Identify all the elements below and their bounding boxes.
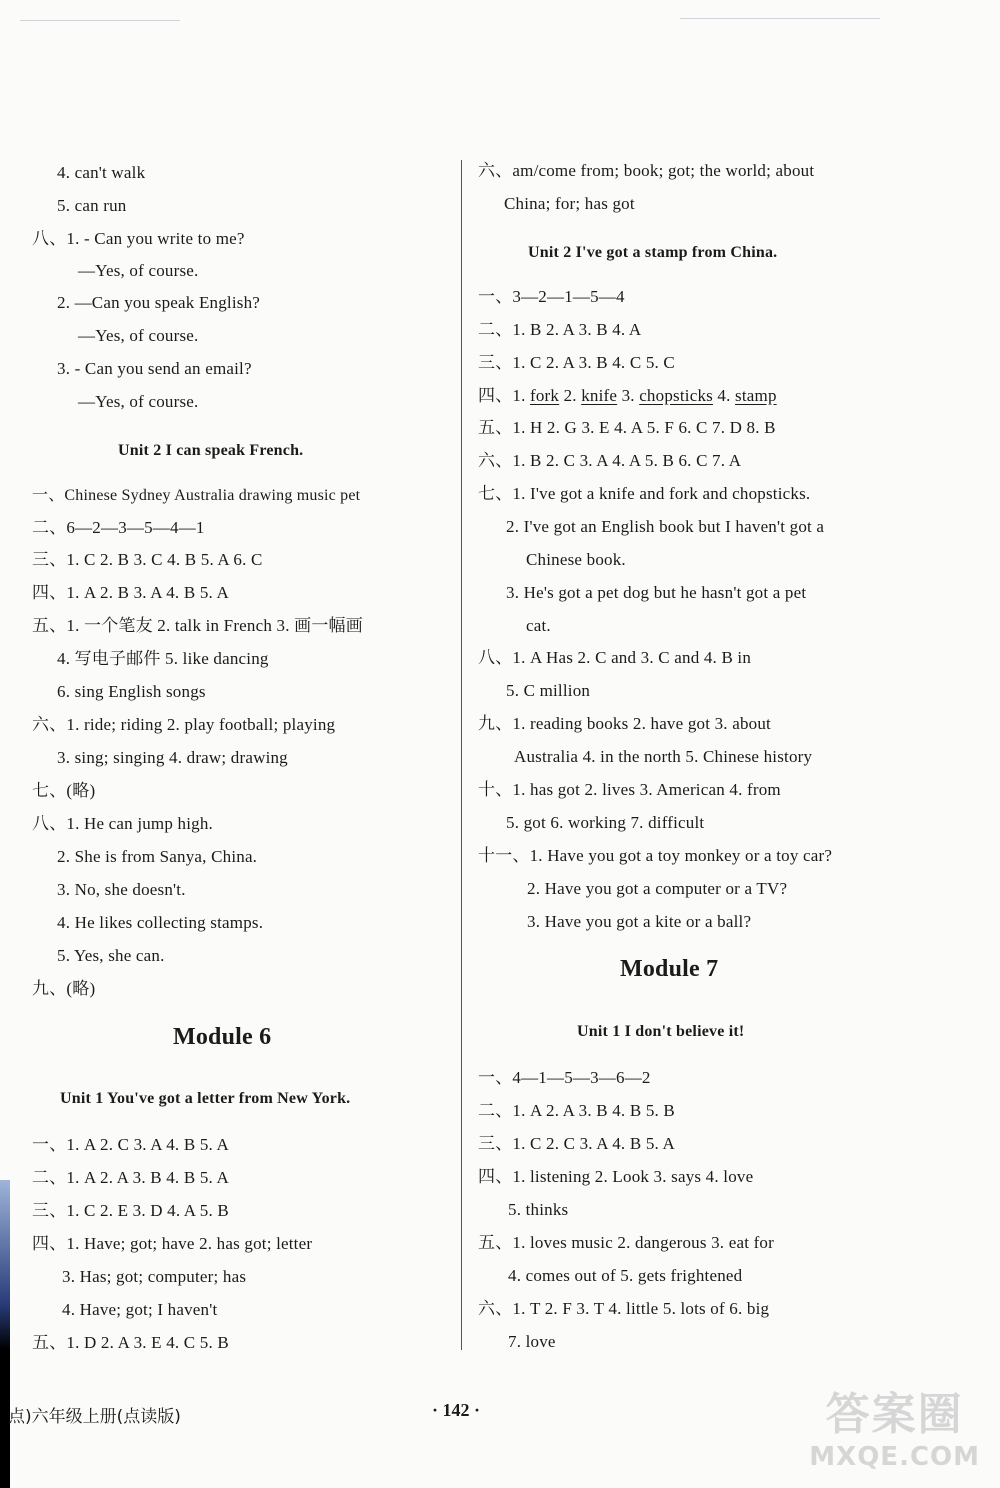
answer-line: 十、1. has got 2. lives 3. American 4. from bbox=[478, 780, 781, 799]
answer-line: 5. thinks bbox=[508, 1200, 569, 1219]
answer-line: 五、1. 一个笔友 2. talk in French 3. 画一幅画 bbox=[32, 616, 363, 635]
answer-line: 二、6—2—3—5—4—1 bbox=[32, 518, 205, 537]
answer-line: 3. He's got a pet dog but he hasn't got a pet bbox=[506, 583, 807, 602]
answer-line: 6. sing English songs bbox=[57, 682, 206, 701]
answer-line: Chinese book. bbox=[526, 550, 626, 569]
underlined-answer: fork bbox=[530, 386, 560, 405]
answer-line: 5. can run bbox=[57, 196, 127, 215]
unit-heading: Unit 1 You've got a letter from New York. bbox=[60, 1090, 351, 1107]
answer-line: 2. She is from Sanya, China. bbox=[57, 847, 258, 866]
answer-line: Australia 4. in the north 5. Chinese history bbox=[514, 747, 813, 766]
answer-line: 3. Have you got a kite or a ball? bbox=[527, 912, 752, 931]
answer-line: 八、1. He can jump high. bbox=[32, 814, 213, 833]
watermark-url: MXQE.COM bbox=[809, 1442, 980, 1472]
column-divider bbox=[461, 160, 462, 1350]
answer-line: 2. Have you got a computer or a TV? bbox=[527, 879, 788, 898]
answer-line: 四、1. Have; got; have 2. has got; letter bbox=[32, 1234, 313, 1253]
answer-line: —Yes, of course. bbox=[78, 392, 199, 411]
answer-line: 一、Chinese Sydney Australia drawing music pet bbox=[32, 487, 361, 504]
answer-line: 五、1. D 2. A 3. E 4. C 5. B bbox=[32, 1333, 229, 1352]
unit-heading: Unit 1 I don't believe it! bbox=[577, 1023, 745, 1040]
underlined-answer: chopsticks bbox=[639, 386, 713, 405]
book-title-footer: 点)六年级上册(点读版) bbox=[8, 1407, 181, 1427]
answer-line: 六、1. ride; riding 2. play football; playing bbox=[32, 715, 336, 734]
answer-line: 一、4—1—5—3—6—2 bbox=[478, 1068, 651, 1087]
answer-line: 三、1. C 2. E 3. D 4. A 5. B bbox=[32, 1201, 229, 1220]
unit-heading: Unit 2 I've got a stamp from China. bbox=[528, 244, 778, 261]
underlined-answer: stamp bbox=[735, 386, 777, 405]
unit-heading: Unit 2 I can speak French. bbox=[118, 442, 304, 459]
watermark-logo: 答案圈 bbox=[825, 1389, 964, 1440]
answer-line: 一、1. A 2. C 3. A 4. B 5. A bbox=[32, 1135, 229, 1154]
underlined-answer: knife bbox=[581, 386, 618, 405]
answer-line: 二、1. A 2. A 3. B 4. B 5. B bbox=[478, 1101, 675, 1120]
item-number: 四、1. bbox=[478, 386, 530, 405]
answer-line: 八、1. - Can you write to me? bbox=[32, 229, 245, 248]
answer-line: 三、1. C 2. C 3. A 4. B 5. A bbox=[478, 1134, 675, 1153]
answer-line: 七、1. I've got a knife and fork and chopsticks. bbox=[478, 484, 811, 503]
answer-line: 5. C million bbox=[506, 681, 591, 700]
answer-line: 3. sing; singing 4. draw; drawing bbox=[57, 748, 288, 767]
answer-line: 四、1. listening 2. Look 3. says 4. love bbox=[478, 1167, 754, 1186]
answer-line: 六、1. T 2. F 3. T 4. little 5. lots of 6. big bbox=[478, 1299, 770, 1318]
item-number: 3. bbox=[617, 386, 640, 405]
answer-line-underlined bbox=[478, 385, 777, 407]
book-spine-edge bbox=[0, 1180, 10, 1488]
answer-line: 2. —Can you speak English? bbox=[57, 293, 261, 312]
answer-line: 3. No, she doesn't. bbox=[57, 880, 186, 899]
answer-line: 2. I've got an English book but I haven't got a bbox=[506, 517, 825, 536]
answer-line: 五、1. H 2. G 3. E 4. A 5. F 6. C 7. D 8. B bbox=[478, 418, 776, 437]
item-number: 4. bbox=[712, 386, 736, 405]
answer-line: 五、1. loves music 2. dangerous 3. eat for bbox=[478, 1233, 774, 1252]
answer-line: 二、1. B 2. A 3. B 4. A bbox=[478, 320, 642, 339]
answer-line: 六、1. B 2. C 3. A 4. A 5. B 6. C 7. A bbox=[478, 451, 742, 470]
page-number: · 142 · bbox=[432, 1400, 481, 1420]
watermark bbox=[809, 1378, 980, 1472]
module-heading: Module 7 bbox=[620, 956, 719, 982]
answer-line: 九、(略) bbox=[32, 979, 96, 998]
answer-line: 八、1. A Has 2. C and 3. C and 4. B in bbox=[478, 648, 752, 667]
answer-line: 5. got 6. working 7. difficult bbox=[506, 813, 705, 832]
answer-line: 一、3—2—1—5—4 bbox=[478, 287, 625, 306]
answer-line: 七、(略) bbox=[32, 781, 96, 800]
item-number: 2. bbox=[559, 386, 582, 405]
answer-line: 4. Have; got; I haven't bbox=[62, 1300, 218, 1319]
answer-line: 四、1. A 2. B 3. A 4. B 5. A bbox=[32, 583, 229, 602]
answer-line: —Yes, of course. bbox=[78, 326, 199, 345]
answer-line: 4. 写电子邮件 5. like dancing bbox=[57, 649, 269, 668]
answer-line: 4. He likes collecting stamps. bbox=[57, 913, 264, 932]
answer-line: 5. Yes, she can. bbox=[57, 946, 165, 965]
answer-line: cat. bbox=[526, 616, 551, 635]
answer-line: 7. love bbox=[508, 1332, 556, 1351]
answer-line: 4. comes out of 5. gets frightened bbox=[508, 1266, 743, 1285]
module-heading: Module 6 bbox=[173, 1024, 272, 1050]
answer-line: China; for; has got bbox=[504, 194, 635, 213]
answer-line: —Yes, of course. bbox=[78, 261, 199, 280]
answer-line: 六、am/come from; book; got; the world; about bbox=[478, 161, 815, 180]
answer-line: 九、1. reading books 2. have got 3. about bbox=[478, 714, 771, 733]
answer-line: 三、1. C 2. A 3. B 4. C 5. C bbox=[478, 353, 675, 372]
answer-line: 十一、1. Have you got a toy monkey or a toy car? bbox=[478, 846, 833, 865]
answer-line: 3. Has; got; computer; has bbox=[62, 1267, 247, 1286]
answer-line: 三、1. C 2. B 3. C 4. B 5. A 6. C bbox=[32, 550, 263, 569]
answer-line: 3. - Can you send an email? bbox=[57, 359, 252, 378]
answer-line: 二、1. A 2. A 3. B 4. B 5. A bbox=[32, 1168, 229, 1187]
answer-line: 4. can't walk bbox=[57, 163, 146, 182]
